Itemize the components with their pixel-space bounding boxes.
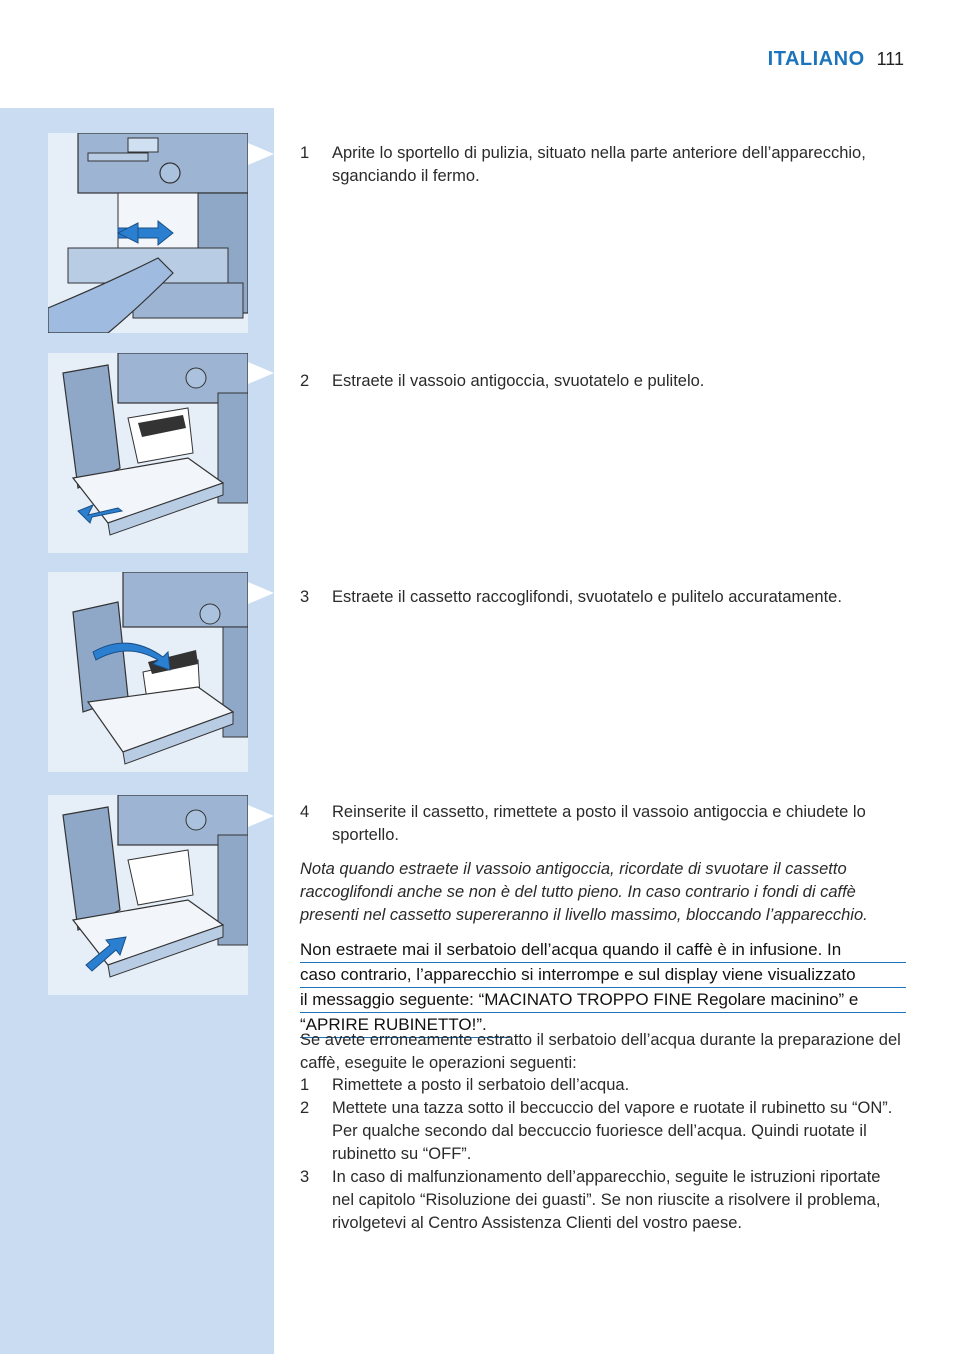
step-number: 3 (300, 588, 310, 606)
warning-line: “APRIRE RUBINETTO!”. (300, 1013, 510, 1038)
recovery-steps-list (300, 1074, 906, 1235)
list-item-text: In caso di malfunzionamento dell’apparecchio, seguite le istruzioni riportate nel capitolo “Risoluzione dei guasti”. Se non riuscite a risolvere il problema, rivolgetevi al Centro Assistenza Clienti del vostro paese. (332, 1168, 881, 1232)
language-label: ITALIANO (767, 48, 865, 70)
figure-reinsert-drawer (48, 795, 248, 995)
figure-open-cleaning-door (48, 133, 248, 333)
figure-remove-drip-tray (48, 353, 248, 553)
step-text: Aprite lo sportello di pulizia, situato nella parte anteriore dell’apparecchio, sganciando il fermo. (332, 144, 866, 185)
warning-line: Non estraete mai il serbatoio dell’acqua quando il caffè è in infusione. In (300, 938, 906, 963)
step-number: 1 (300, 144, 310, 162)
figure-pointer (248, 362, 274, 384)
list-item (300, 1166, 906, 1235)
step-number: 2 (300, 372, 310, 390)
list-item-number: 3 (300, 1168, 310, 1186)
list-item (300, 1097, 906, 1166)
step-text: Reinserite il cassetto, rimettete a posto il vassoio antigoccia e chiudete lo sportello. (332, 803, 866, 844)
warning-block (300, 938, 906, 1038)
figure-pointer (248, 582, 274, 604)
step-text: Estraete il vassoio antigoccia, svuotatelo e pulitelo. (332, 372, 705, 390)
warning-line: caso contrario, l’apparecchio si interrompe e sul display viene visualizzato (300, 963, 906, 988)
list-item-text: Rimettete a posto il serbatoio dell’acqua. (332, 1076, 630, 1094)
step-3 (300, 586, 906, 609)
page-number: 111 (876, 49, 904, 69)
note-paragraph: Nota quando estraete il vassoio antigoccia, ricordate di svuotare il cassetto raccoglifondi anche se non è del tutto pieno. In caso contrario i fondi di caffè presenti nel cassetto supereranno il livello massimo, bloccando l’apparecchio. (300, 860, 868, 924)
list-item-number: 1 (300, 1076, 310, 1094)
figure-pointer (248, 805, 274, 827)
step-text: Estraete il cassetto raccoglifondi, svuotatelo e pulitelo accuratamente. (332, 588, 842, 606)
step-2 (300, 370, 906, 393)
list-item-number: 2 (300, 1099, 310, 1117)
list-item (300, 1074, 906, 1097)
page-header (768, 48, 904, 71)
figure-remove-coffee-grounds-drawer (48, 572, 248, 772)
warning-line: il messaggio seguente: “MACINATO TROPPO FINE Regolare macinino” e (300, 988, 906, 1013)
step-number: 4 (300, 803, 310, 821)
step-4 (300, 801, 906, 847)
intro-paragraph: Se avete erroneamente estratto il serbatoio dell’acqua durante la preparazione del caffè, eseguite le operazioni seguenti: (300, 1031, 901, 1072)
step-1 (300, 142, 906, 188)
list-item-text: Mettete una tazza sotto il beccuccio del vapore e ruotate il rubinetto su “ON”. Per qualche secondo dal beccuccio fuoriesce dell’acqua. Quindi ruotate il rubinetto su “OFF”. (332, 1099, 893, 1163)
figure-pointer (248, 143, 274, 165)
